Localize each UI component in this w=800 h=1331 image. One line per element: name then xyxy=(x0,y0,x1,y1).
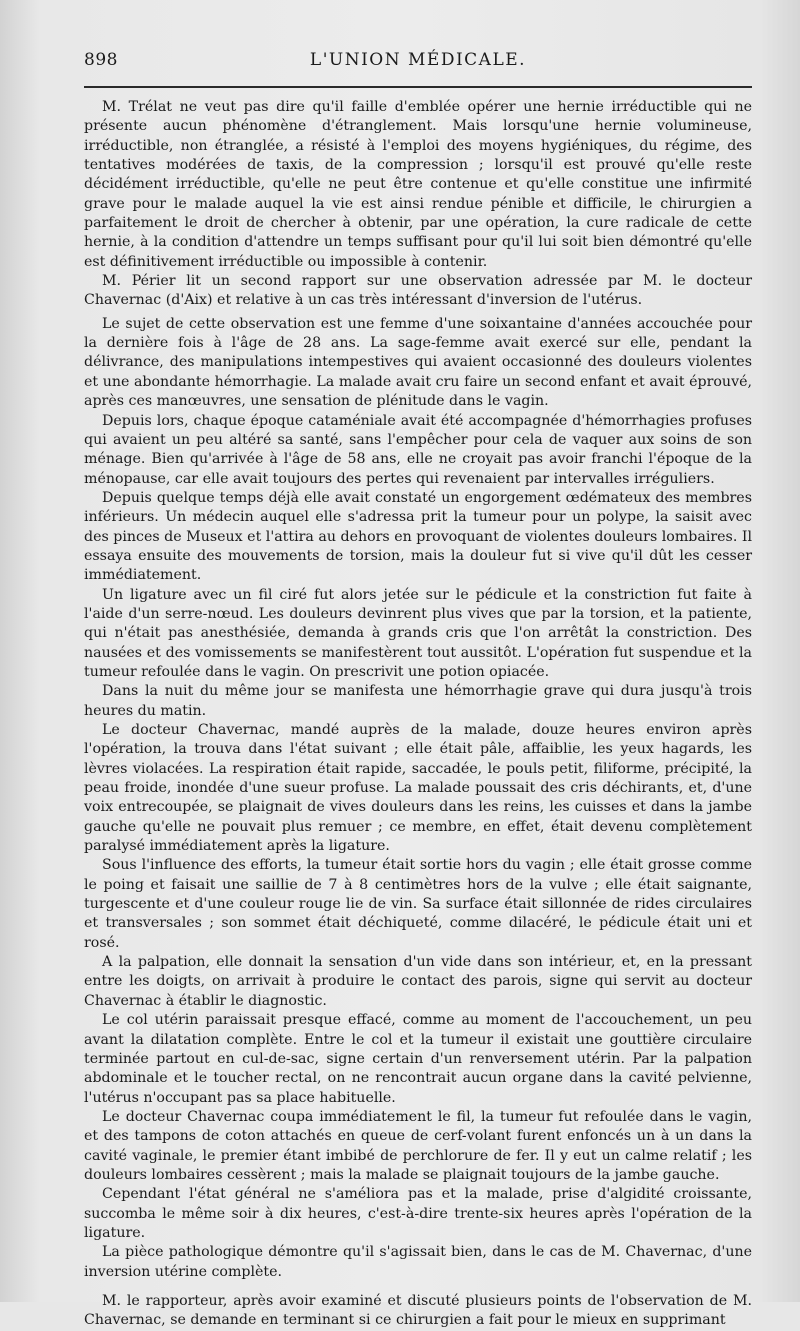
paragraph: M. Trélat ne veut pas dire qu'il faille d'emblée opérer une hernie irréductible qui ne présente aucun phénomène d'étranglement. Mais lorsqu'une hernie volumineuse, irréductible, non étranglée, a résisté à l'emploi des moyens hygiéniques, du régime, des tentatives modérées de taxis, de la compression ; lorsqu'il est prouvé qu'elle reste décidément irréductible, qu'elle ne peut être contenue et qu'elle constitue une infirmité grave pour le malade auquel la vie est ainsi rendue pénible et difficile, le chirurgien a parfaitement le droit de chercher à obtenir, par une opération, la cure radicale de cette hernie, à la condition d'attendre un temps suffisant pour qu'il lui soit bien démontré qu'elle est définitivement irréductible ou impossible à contenir. xyxy=(84,99,752,270)
paragraph: Le docteur Chavernac, mandé auprès de la malade, douze heures environ après l'opération, la trouva dans l'état suivant ; elle était pâle, affaiblie, les yeux hagards, les lèvres violacées. La respiration était rapide, saccadée, le pouls petit, filiforme, précipité, la peau froide, inondée d'une sueur profuse. La malade poussait des cris déchirants, et, d'une voix entrecoupée, se plaignait de vives douleurs dans les reins, les cuisses et dans la jambe gauche qu'elle ne pouvait plus remuer ; ce membre, en effet, était devenu complètement paralysé immédiatement après la ligature. xyxy=(84,722,752,855)
paragraph: M. Périer lit un second rapport sur une observation adressée par M. le docteur Chavernac (d'Aix) et relative à un cas très intéressant d'inversion de l'utérus. xyxy=(84,273,752,309)
paragraph: Le docteur Chavernac coupa immédiatement le fil, la tumeur fut refoulée dans le vagin, et des tampons de coton attachés en queue de cerf-volant furent enfoncés un à un dans la cavité vaginale, le premier étant imbibé de perchlorure de fer. Il y eut un calme relatif ; les douleurs lombaires cessèrent ; mais la malade se plaignait toujours de la jambe gauche. xyxy=(84,1108,752,1183)
paragraph: M. le rapporteur, après avoir examiné et discuté plusieurs points de l'observation de M. Chavernac, se demande en terminant si ce chirurgien a fait pour le mieux en supprimant xyxy=(84,1292,752,1329)
paragraph: A la palpation, elle donnait la sensation d'un vide dans son intérieur, et, en la pressant entre les doigts, on arrivait à produire le contact des parois, signe qui servit au docteur Chavernac à établir le diagnostic. xyxy=(84,954,752,1009)
article-body xyxy=(84,98,752,1331)
paragraph: Sous l'influence des efforts, la tumeur était sortie hors du vagin ; elle était grosse comme le poing et faisait une saillie de 7 à 8 centimètres hors de la vulve ; elle était saignante, turgescente et d'une couleur rouge lie de vin. Sa surface était sillonnée de rides circulaires et transversales ; son sommet était déchiqueté, comme dilacéré, le pédicule était uni et rosé. xyxy=(84,857,752,951)
paragraph: Cependant l'état général ne s'améliora pas et la malade, prise d'algidité croissante, succomba le même soir à dix heures, c'est-à-dire trente-six heures après l'opération de la ligature. xyxy=(84,1186,752,1241)
paragraph: Depuis quelque temps déjà elle avait constaté un engorgement œdémateux des membres inférieurs. Un médecin auquel elle s'adressa prit la tumeur pour un polype, la saisit avec des pinces de Museux et l'attira au dehors en provoquant de violentes douleurs lombaires. Il essaya ensuite des mouvements de torsion, mais la douleur fut si vive qu'il dût les cesser immédiatement. xyxy=(84,489,752,584)
header-rule xyxy=(84,86,752,88)
paragraph: Dans la nuit du même jour se manifesta une hémorrhagie grave qui dura jusqu'à trois heures du matin. xyxy=(84,683,752,719)
page-header xyxy=(84,50,752,80)
paragraph: Un ligature avec un fil ciré fut alors jetée sur le pédicule et la constriction fut faite à l'aide d'un serre-nœud. Les douleurs devinrent plus vives que par la torsion, et la patiente, qui n'était pas anesthésiée, demanda à grands cris que l'on arrêtât la constriction. Des nausées et des vomissements se manifestèrent tout aussitôt. L'opération fut suspendue et la tumeur refoulée dans le vagin. On prescrivit une potion opiacée. xyxy=(84,586,752,680)
page-number: 898 xyxy=(84,50,118,70)
paragraph: Le sujet de cette observation est une femme d'une soixantaine d'années accouchée pour la dernière fois à l'âge de 28 ans. La sage-femme avait exercé sur elle, pendant la délivrance, des manipulations intempestives qui avaient occasionné des douleurs violentes et une abondante hémorrhagie. La malade avait cru faire un second enfant et avait éprouvé, après ces manœuvres, une sensation de plénitude dans le vagin. xyxy=(84,315,752,410)
running-title: L'UNION MÉDICALE. xyxy=(309,50,527,70)
paragraph: La pièce pathologique démontre qu'il s'agissait bien, dans le cas de M. Chavernac, d'une inversion utérine complète. xyxy=(84,1244,752,1280)
paragraph: Depuis lors, chaque époque cataméniale avait été accompagnée d'hémorrhagies profuses qui avaient un peu altéré sa santé, sans l'empêcher pour cela de vaquer aux soins de son ménage. Bien qu'arrivée à l'âge de 58 ans, elle ne croyait pas avoir franchi l'époque de la ménopause, car elle avait toujours des pertes qui revenaient par intervalles irréguliers. xyxy=(84,412,752,487)
paragraph: Le col utérin paraissait presque effacé, comme au moment de l'accouchement, un peu avant la dilatation complète. Entre le col et la tumeur il existait une gouttière circulaire terminée partout en cul-de-sac, signe certain d'un renversement utérin. Par la palpation abdominale et le toucher rectal, on ne rencontrait aucun organe dans la cavité pelvienne, l'utérus n'occupant pas sa place habituelle. xyxy=(84,1012,752,1106)
